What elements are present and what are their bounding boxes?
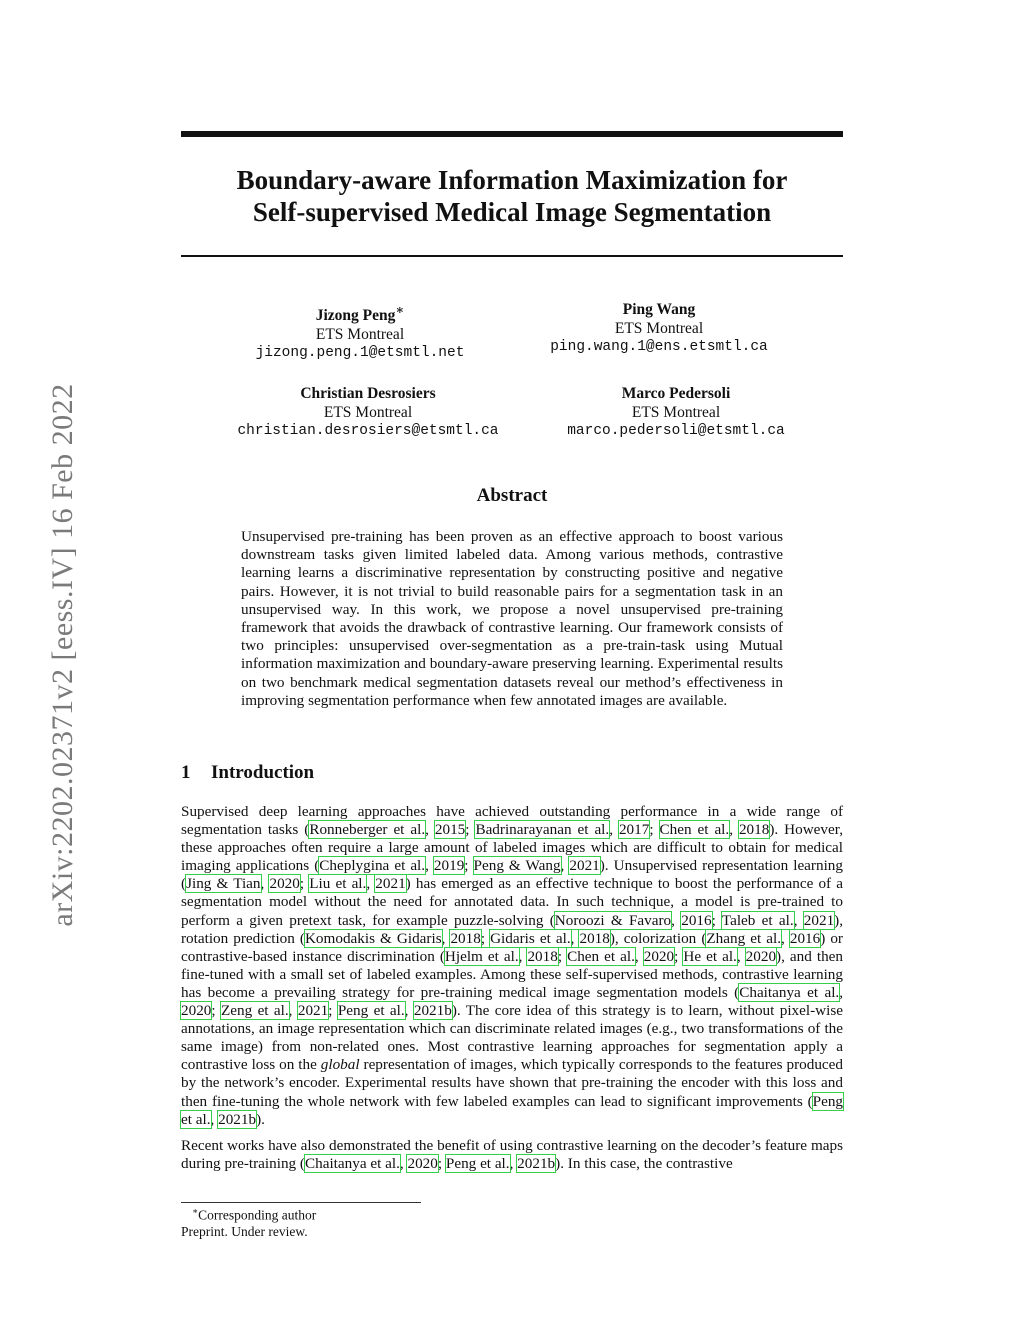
body-text: ; <box>299 875 310 893</box>
citation-link[interactable]: Komodakis & Gidaris <box>304 929 442 947</box>
body-text: ; <box>465 821 476 839</box>
emphasis-text: global <box>320 1056 360 1074</box>
author-block-1 <box>200 300 520 363</box>
body-text: , <box>425 821 435 839</box>
body-text: ). The core idea of this strategy is to learn, without pixel-wise annotations, an image representation which can discriminate related images (e.g., two transformations of the same image) from non-related ones. Most contrastive learning approaches for segmentation apply a contrastive loss on the <box>181 1002 843 1074</box>
author-affiliation: ETS Montreal <box>315 326 405 344</box>
intro-paragraph-1 <box>181 803 843 1129</box>
citation-link[interactable]: 2015 <box>434 821 466 839</box>
citation-link[interactable]: 2018 <box>579 929 610 947</box>
preprint-note: Preprint. Under review. <box>181 1224 308 1239</box>
section-title: Introduction <box>211 762 315 783</box>
citation-link[interactable]: He et al. <box>683 947 737 965</box>
body-text: , <box>509 1154 518 1172</box>
author-affiliation: ETS Montreal <box>614 320 704 337</box>
author-block-3 <box>208 384 528 441</box>
citation-link[interactable]: Zeng et al. <box>220 1002 289 1020</box>
citation-link[interactable]: 2016 <box>789 929 821 947</box>
section-number: 1 <box>181 762 191 783</box>
author-email[interactable]: marco.pedersoli@etsmtl.ca <box>567 423 785 439</box>
body-text: ; <box>649 821 660 839</box>
body-text: ; <box>464 857 474 875</box>
citation-link[interactable]: Chen et al. <box>567 947 635 965</box>
body-text: ; <box>557 947 568 965</box>
citation-link[interactable]: Peng et al. <box>181 1092 843 1128</box>
body-text: , <box>441 929 451 947</box>
citation-link[interactable]: 2021b <box>218 1110 257 1128</box>
abstract-text: Unsupervised pre-training has been proven as an effective approach to boost various downstream tasks given limited labeled data. Among various methods, contrastive learning learns a discriminative representation by constructing positive and negative pairs. However, it is not trivial to build reasonable pairs for a segmentation task in an unsupervised way. In this work, we propose a novel unsupervised pre-training framework that avoids the drawback of contrastive learning. Our framework consists of two principles: unsupervised over-segmentation as a pre-train-task using Mutual information maximization and boundary-aware preserving learning. Experimental results on two benchmark medical segmentation datasets reveal our method’s effectiveness in improving segmentation performance when few annotated images are available. <box>241 528 783 709</box>
citation-link[interactable]: 2020 <box>181 1002 212 1020</box>
introduction-body <box>181 803 843 1181</box>
title-bottom-rule <box>181 255 843 257</box>
body-text: , <box>839 983 844 1001</box>
citation-link[interactable]: 2021 <box>803 911 835 929</box>
body-text: , <box>210 1110 219 1128</box>
author-name: Christian Desrosiers <box>300 385 436 402</box>
citation-link[interactable]: Chen et al. <box>659 821 730 839</box>
citation-link[interactable]: Chaitanya et al. <box>305 1154 400 1172</box>
citation-link[interactable]: Peng et al. <box>445 1154 510 1172</box>
author-block-4 <box>516 384 836 441</box>
citation-link[interactable]: 2020 <box>269 875 300 893</box>
citation-link[interactable]: 2019 <box>433 857 465 875</box>
author-email[interactable]: jizong.peng.1@etsmtl.net <box>255 345 465 362</box>
body-text: ), rotation prediction ( <box>181 911 844 947</box>
title-line-1: Boundary-aware Information Maximization for <box>236 165 788 195</box>
body-text: ; <box>674 947 684 965</box>
citation-link[interactable]: Jing & Tian <box>186 875 261 893</box>
body-text: ; <box>480 929 491 947</box>
body-text: ; <box>211 1002 221 1020</box>
body-text: , <box>260 875 270 893</box>
author-name: Jizong Peng∗ <box>315 302 405 325</box>
citation-link[interactable]: Gidaris et al. <box>490 929 571 947</box>
citation-link[interactable]: Noroozi & Favaro <box>554 911 672 929</box>
citation-link[interactable]: 2020 <box>745 947 777 965</box>
body-text: ), and then fine-tuned with a small set of labeled examples. Among these self-supervised methods, contrastive learning has become a prevailing strategy for pre-training medical image segmentation models ( <box>181 947 844 1001</box>
body-text: , <box>729 821 739 839</box>
body-text: , <box>570 929 580 947</box>
body-text: , <box>560 857 570 875</box>
citation-link[interactable]: 2017 <box>618 821 650 839</box>
author-name: Marco Pedersoli <box>621 385 731 402</box>
author-block-2 <box>499 300 819 357</box>
citation-link[interactable]: 2021b <box>413 1002 452 1020</box>
body-text: representation of images, which typically corresponds to the features produced by the network’s encoder. Experimental results have shown that pre-training the encoder with this loss and then fine-tuning the whole network with few labeled examples can lead to significant improvements ( <box>181 1056 843 1110</box>
citation-link[interactable]: 2021b <box>517 1154 556 1172</box>
citation-link[interactable]: 2021 <box>297 1002 329 1020</box>
title-top-rule <box>181 131 843 137</box>
body-text: , <box>366 875 376 893</box>
body-text: ) or contrastive-based instance discrimination ( <box>181 929 843 965</box>
corresponding-mark: ∗ <box>395 302 405 317</box>
citation-link[interactable]: 2016 <box>681 911 712 929</box>
author-email[interactable]: christian.desrosiers@etsmtl.ca <box>237 423 499 439</box>
body-text: ; <box>328 1002 338 1020</box>
author-email[interactable]: ping.wang.1@ens.etsmtl.ca <box>550 339 768 355</box>
footnote-rule <box>181 1202 421 1203</box>
paper-title <box>181 164 843 228</box>
body-text: ) has emerged as an effective technique to boost the performance of a segmentation model without the need for annotated data. In such technique, a model is pre-trained to perform a given pretext task, for example puzzle-solving ( <box>181 875 844 929</box>
citation-link[interactable]: 2018 <box>450 929 481 947</box>
citation-link[interactable]: Taleb et al. <box>721 911 794 929</box>
citation-link[interactable]: Liu et al. <box>309 875 367 893</box>
body-text: ; <box>711 911 722 929</box>
body-text: ). In this case, the contrastive <box>555 1154 733 1172</box>
citation-link[interactable]: Hjelm et al. <box>444 947 519 965</box>
citation-link[interactable]: Peng et al. <box>337 1002 405 1020</box>
citation-link[interactable]: Chaitanya et al. <box>739 983 840 1001</box>
citation-link[interactable]: 2018 <box>527 947 558 965</box>
citation-link[interactable]: 2020 <box>643 947 675 965</box>
author-affiliation: ETS Montreal <box>323 404 413 421</box>
body-text: , <box>793 911 804 929</box>
body-text: ). <box>256 1110 265 1128</box>
body-text: , <box>404 1002 414 1020</box>
body-text: ), colorization ( <box>609 929 707 947</box>
section-heading <box>181 762 314 784</box>
citation-link[interactable]: Peng & Wang <box>473 857 561 875</box>
body-text: ). Unsupervised representation learning ( <box>181 857 843 893</box>
abstract-heading: Abstract <box>476 485 548 506</box>
body-text: , <box>399 1154 408 1172</box>
body-text: Recent works have also demonstrated the benefit of using contrastive learning on the decoder’s feature maps during pre-training ( <box>181 1136 843 1172</box>
author-name: Ping Wang <box>622 301 696 318</box>
citation-link[interactable]: Zhang et al. <box>706 929 781 947</box>
citation-link[interactable]: 2018 <box>738 821 770 839</box>
citation-link[interactable]: Ronneberger et al. <box>309 821 426 839</box>
body-text: , <box>671 911 682 929</box>
body-text: , <box>518 947 528 965</box>
citation-link[interactable]: Badrinarayanan et al. <box>475 821 610 839</box>
body-text: , <box>781 929 790 947</box>
title-line-2: Self-supervised Medical Image Segmentation <box>252 197 772 227</box>
author-affiliation: ETS Montreal <box>631 404 721 421</box>
footnote-mark: ∗ <box>192 1206 199 1216</box>
body-text: Supervised deep learning approaches have achieved outstanding performance in a wide range of segmentation tasks ( <box>181 803 843 839</box>
body-text: , <box>634 947 644 965</box>
footnote-text: Corresponding author <box>198 1207 317 1223</box>
citation-link[interactable]: 2020 <box>407 1154 438 1172</box>
citation-link[interactable]: 2021 <box>569 857 600 875</box>
body-text: , <box>736 947 746 965</box>
citation-link[interactable]: 2021 <box>375 875 406 893</box>
body-text: ). However, these approaches often require a large amount of labeled images which are difficult to obtain for medical imaging applications ( <box>181 821 843 875</box>
body-text: , <box>609 821 619 839</box>
citation-link[interactable]: Cheplygina et al. <box>319 857 426 875</box>
footnote <box>192 1206 316 1224</box>
intro-paragraph-2 <box>181 1137 843 1173</box>
body-text: ; <box>437 1154 446 1172</box>
body-text: , <box>288 1002 298 1020</box>
body-text: , <box>425 857 434 875</box>
arxiv-identifier: arXiv:2202.02371v2 [eess.IV] 16 Feb 2022 <box>46 383 79 927</box>
